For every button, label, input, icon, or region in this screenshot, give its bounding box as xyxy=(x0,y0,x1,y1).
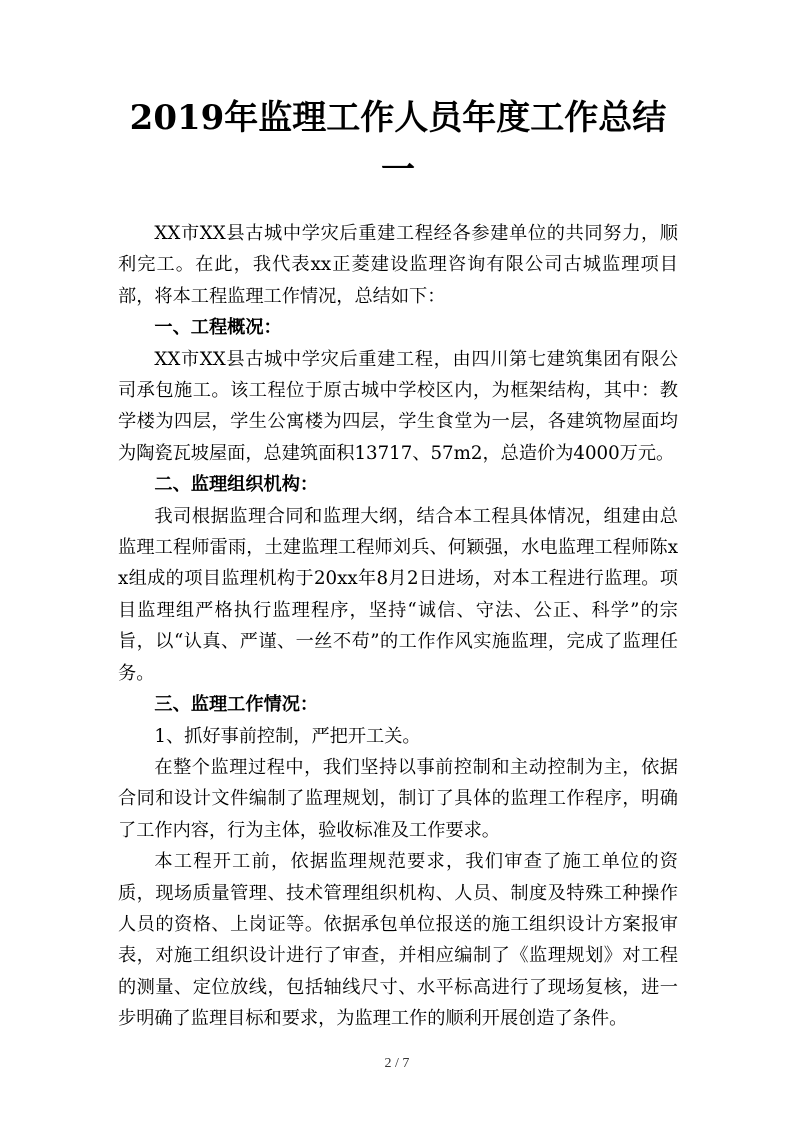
paragraph-pre-construction: 本工程开工前，依据监理规范要求，我们审查了施工单位的资质，现场质量管理、技术管理组织机构、人员、制度及特殊工种操作人员的资格、上岗证等。依据承包单位报送的施工组织设计方案报审表，对施工组织设计进行了审查，并相应编制了《监理规划》对工程的测量、定位放线，包括轴线尺寸、水平标高进行了现场复核，进一步明确了监理目标和要求，为监理工作的顺利开展创造了条件。 xyxy=(118,851,678,1030)
paragraph-project-overview: XX市XX县古城中学灾后重建工程，由四川第七建筑集团有限公司承包施工。该工程位于原古城中学校区内，为框架结构，其中：教学楼为四层，学生公寓楼为四层，学生食堂为一层，各建筑物屋面均为陶瓷瓦坡屋面，总建筑面积13717、57m2，总造价为4000万元。 xyxy=(118,348,678,464)
paragraph-pre-control: 在整个监理过程中，我们坚持以事前控制和主动控制为主，依据合同和设计文件编制了监理规划，制订了具体的监理工作程序，明确了工作内容，行为主体，验收标准及工作要求。 xyxy=(118,756,678,841)
document-body xyxy=(118,218,678,1035)
paragraph-intro: XX市XX县古城中学灾后重建工程经各参建单位的共同努力，顺利完工。在此，我代表xx正菱建设监理咨询有限公司古城监理项目部，将本工程监理工作情况，总结如下： xyxy=(118,223,678,307)
paragraph-organization: 我司根据监理合同和监理大纲，结合本工程具体情况，组建由总监理工程师雷雨，土建监理工程师刘兵、何颖强，水电监理工程师陈xx组成的项目监理机构于20xx年8月2日进场，对本工程进行监理。项目监理组严格执行监理程序，坚持“诚信、守法、公正、科学”的宗旨，以“认真、严谨、一丝不苟”的工作作风实施监理，完成了监理任务。 xyxy=(118,505,678,684)
heading-organization: 二、监理组织机构： xyxy=(154,474,319,496)
heading-project-overview: 一、工程概况： xyxy=(154,317,282,339)
paragraph-item-1: 1、抓好事前控制，严把开工关。 xyxy=(154,725,421,747)
heading-work-status: 三、监理工作情况： xyxy=(154,694,319,716)
page-number: 2 / 7 xyxy=(384,1056,410,1071)
document-title: 2019年监理工作人员年度工作总结一 xyxy=(129,98,667,190)
